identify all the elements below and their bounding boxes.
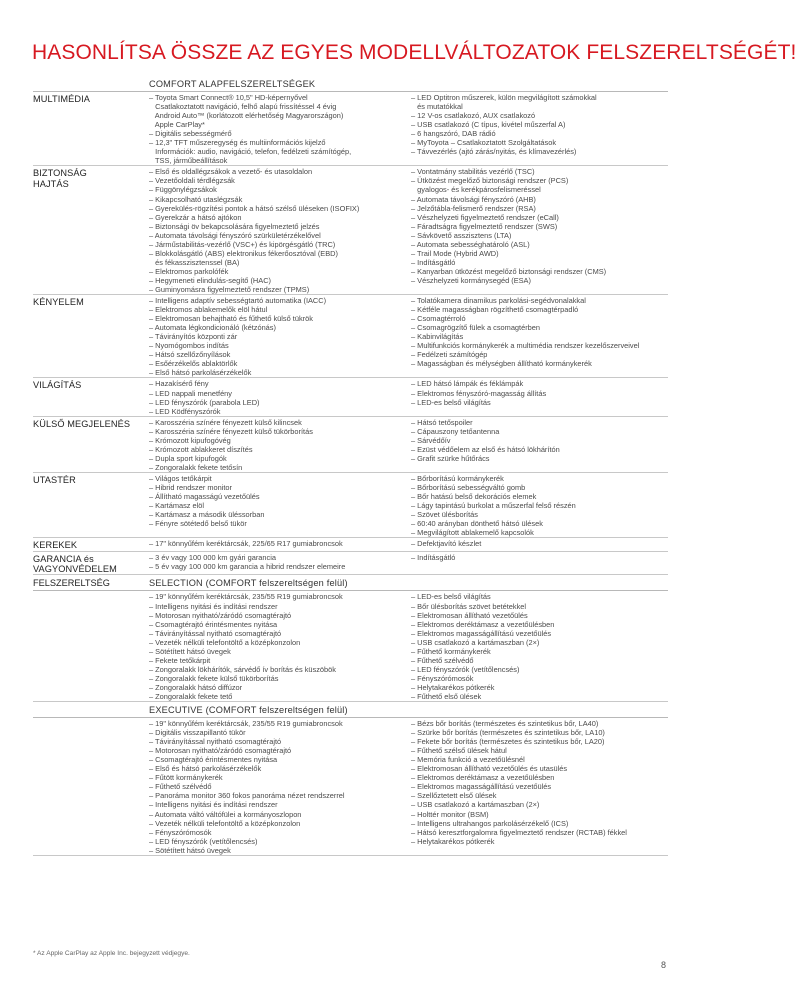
feature-item: – Csomagtérajtó érintésmentes nyitása — [149, 619, 278, 629]
feature-item: – Csomagtérroló — [411, 314, 466, 324]
feature-item: – Intelligens adaptív sebességtartó automatika (IACC) — [149, 296, 327, 306]
feature-item: – Fűthető szélvédő — [149, 782, 212, 792]
feature-item: – USB csatlakozó a kartámaszban (2×) — [411, 637, 540, 647]
feature-item: – Fűthető kormánykerék — [411, 646, 491, 656]
feature-item: – Fényszórómosók — [411, 673, 474, 683]
feature-item: és fékasszisztenssel (BA) — [149, 257, 240, 267]
feature-item: – 6 hangszóró, DAB rádió — [411, 129, 496, 139]
equipment-row — [33, 166, 668, 295]
feature-item: – Vontatmány stabilitás vezérlő (TSC) — [411, 167, 535, 177]
feature-item: – Kanyarban ütközést megelőző biztonsági rendszer (CMS) — [411, 266, 607, 276]
feature-item: – Vészhelyzeti figyelmeztető rendszer (eCall) — [411, 212, 559, 222]
feature-column-left — [149, 417, 411, 472]
feature-item: – 60:40 arányban dönthető hátsó ülések — [411, 519, 543, 529]
feature-item: – Grafit szürke hűtőrács — [411, 453, 490, 463]
feature-item: – Szürke bőr borítás (természetes és szintetikus bőr, LA10) — [411, 728, 605, 738]
feature-item: – Automata sebességhatároló (ASL) — [411, 239, 530, 249]
feature-item: – Távirányítással nyitható csomagtérajtó — [149, 737, 282, 747]
feature-item: – 12 V-os csatlakozó, AUX csatlakozó — [411, 111, 536, 121]
feature-item: – Blokkolásgátló (ABS) elektronikus fékerőosztóval (EBD) — [149, 248, 338, 258]
feature-item: – Bőr hatású belső dekorációs elemek — [411, 492, 537, 502]
feature-item: – Karosszéria színére fényezett külső kilincsek — [149, 417, 302, 427]
feature-item: – Kartámasz a második üléssorban — [149, 510, 265, 520]
equipment-row — [33, 378, 668, 416]
feature-item: – USB csatlakozó (C típus, kivétel műszerfal A) — [411, 120, 566, 130]
feature-item: – Automata távolsági fényszóró (AHB) — [411, 194, 536, 204]
feature-item: – Automata légkondicionáló (kétzónás) — [149, 323, 276, 333]
feature-item: – Karosszéria színére fényezett külső tükörborítás — [149, 426, 313, 436]
feature-item: – Sötétített hátsó üvegek — [149, 646, 231, 656]
feature-item: – Krómozott kipufogóvég — [149, 435, 231, 445]
comfort-equipment-table — [33, 92, 668, 575]
feature-item: – Holttér monitor (BSM) — [411, 809, 489, 819]
executive-header-label: EXECUTIVE (COMFORT felszereltségen felül) — [149, 705, 348, 716]
category-label: GARANCIA és VAGYONVÉDELEM — [33, 553, 117, 575]
feature-item: – Sávkövető asszisztens (LTA) — [411, 230, 512, 240]
feature-item: – Elektromosan állítható vezetőülés és utasülés — [411, 764, 568, 774]
feature-item: – LED fényszórók (parabola LED) — [149, 397, 260, 407]
feature-item: – Bőrborítású kormánykerék — [411, 473, 504, 483]
feature-item: – Fényre sötétedő belső tükör — [149, 519, 247, 529]
category-label: KÉNYELEM — [33, 297, 84, 308]
feature-item: – LED-es belső világítás — [411, 397, 491, 407]
feature-item: – USB csatlakozó a kartámaszban (2×) — [411, 800, 540, 810]
feature-item: – Bézs bőr borítás (természetes és szintetikus bőr, LA40) — [411, 719, 599, 729]
feature-item: Információk: audio, navigáció, telefon, fedélzeti számítógép, — [149, 147, 352, 157]
equipment-row — [33, 92, 668, 166]
feature-item: – Automata távolsági fényszóró szürkületérzékelővel — [149, 230, 321, 240]
feature-item: – Csomagrögzítő fülek a csomagtérben — [411, 323, 540, 333]
feature-item: Csatlakoztatott navigáció, felhő alapú frissítéssel 4 évig — [149, 102, 337, 112]
feature-column-left — [149, 295, 411, 377]
feature-item: – Jelzőtábla-felismerő rendszer (RSA) — [411, 203, 536, 213]
feature-item: – Biztonsági öv bekapcsolására figyelmeztető jelzés — [149, 221, 320, 231]
feature-item: – Esőérzékelős ablaktörlők — [149, 359, 238, 369]
selection-section-header — [33, 575, 668, 591]
selection-right-column — [411, 591, 668, 701]
feature-item: – Vészhelyzeti kormánysegéd (ESA) — [411, 275, 531, 285]
feature-item: gyalogos- és kerékpárosfelismeréssel — [411, 185, 541, 195]
feature-item: – LED hátsó lámpák és féklámpák — [411, 379, 524, 389]
feature-column-left — [149, 538, 411, 550]
feature-item: – Motorosan nyitható/záródó csomagtérajtó — [149, 746, 292, 756]
feature-item: – Elektromos deréktámasz a vezetőülésben — [411, 773, 555, 783]
feature-item: TSS, járműbeállítások — [149, 156, 228, 166]
feature-item: – Helytakarékos pótkerék — [411, 836, 495, 846]
feature-item: – 5 év vagy 100 000 km garancia a hibrid rendszer elemeire — [149, 561, 346, 571]
feature-item: – Krómozott ablakkeret díszítés — [149, 444, 253, 454]
feature-column-right — [411, 417, 668, 472]
feature-item: – Fűthető első ülések — [411, 691, 482, 701]
feature-item: – Járműstabilitás-vezérlő (VSC+) és kipörgésgátló (TRC) — [149, 239, 336, 249]
feature-column-right — [411, 473, 668, 537]
feature-item: – Hátsó szellőzőnyílások — [149, 350, 231, 360]
feature-item: – LED-es belső világítás — [411, 592, 491, 602]
feature-item: – Elektromos magasságállítású vezetőülés — [411, 782, 552, 792]
feature-item: – Fűtött kormánykerék — [149, 773, 223, 783]
feature-column-right — [411, 552, 668, 575]
feature-item: – Defektjavító készlet — [411, 539, 482, 549]
feature-item: – Bőr ülésborítás szövet betétekkel — [411, 601, 527, 611]
feature-item: – Guminyomásra figyelmeztető rendszer (TPMS) — [149, 284, 310, 294]
feature-item: – Fényszórómosók — [149, 827, 212, 837]
feature-item: – Tolatókamera dinamikus parkolási-segédvonalakkal — [411, 296, 586, 306]
feature-item: – Kartámasz elöl — [149, 501, 205, 511]
feature-item: – Dupla sport kipufogók — [149, 453, 227, 463]
feature-item: – LED fényszórók (vetítőlencsés) — [149, 836, 258, 846]
feature-item: – Magasságban és mélységben állítható kormánykerék — [411, 359, 592, 369]
feature-item: – Elektromos fényszóró-magasság állítás — [411, 388, 547, 398]
feature-item: – MyToyota – Csatlakoztatott Szolgáltatások — [411, 138, 557, 148]
comfort-header-label: COMFORT ALAPFELSZERELTSÉGEK — [149, 79, 316, 89]
feature-column-left — [149, 378, 411, 415]
feature-column-right — [411, 538, 668, 550]
feature-item: – Hibrid rendszer monitor — [149, 482, 232, 492]
feature-item: – Trail Mode (Hybrid AWD) — [411, 248, 499, 258]
feature-column-right — [411, 92, 668, 165]
feature-item: – Indításgátló — [411, 257, 456, 267]
feature-item: – Nyomógombos indítás — [149, 341, 229, 351]
feature-item: – Hazakísérő fény — [149, 379, 209, 389]
feature-item: – Sötétített hátsó üvegek — [149, 845, 231, 855]
category-label: VILÁGÍTÁS — [33, 380, 82, 391]
category-label: MULTIMÉDIA — [33, 94, 90, 104]
category-label: BIZTONSÁG HAJTÁS — [33, 168, 87, 189]
executive-row — [33, 718, 668, 856]
feature-column-right — [411, 295, 668, 377]
feature-item: – Intelligens nyitási és indítási rendszer — [149, 601, 278, 611]
equipment-row — [33, 417, 668, 473]
feature-item: – Memória funkció a vezetőülésnél — [411, 755, 525, 765]
feature-item: – Első hátsó parkolásérzékelők — [149, 368, 252, 378]
feature-item: – Függönylégzsákok — [149, 185, 217, 195]
feature-item: – Fűthető szélvédő — [411, 655, 474, 665]
feature-item: – LED Optitron műszerek, külön megvilágított számokkal — [411, 93, 597, 102]
category-label: KÜLSŐ MEGJELENÉS — [33, 418, 131, 429]
feature-item: – Ezüst védőelem az első és hátsó lökhárítón — [411, 444, 560, 454]
feature-item: – Intelligens nyitási és indítási rendszer — [149, 800, 278, 810]
equipment-comparison-sheet — [33, 75, 668, 856]
equipment-row — [33, 295, 668, 378]
feature-column-left — [149, 552, 411, 575]
page-number: 8 — [660, 960, 666, 970]
feature-item: – 19" könnyűfém keréktárcsák, 235/55 R19 gumiabroncsok — [149, 592, 343, 602]
feature-item: – Kikapcsolható utaslégzsák — [149, 194, 243, 204]
equipment-category-label: FELSZERELTSÉG — [33, 578, 110, 589]
selection-header-label: SELECTION (COMFORT felszereltségen felül) — [149, 578, 348, 589]
feature-item: – Indításgátló — [411, 552, 456, 562]
feature-item: – 17" könnyűfém keréktárcsák, 225/65 R17 gumiabroncsok — [149, 539, 343, 549]
feature-item: – Állítható magasságú vezetőülés — [149, 492, 260, 502]
feature-item: – Fűthető szélső ülések hátul — [411, 746, 507, 756]
feature-column-right — [411, 166, 668, 294]
feature-item: – Digitális sebességmérő — [149, 129, 232, 139]
feature-item: – LED fényszórók (vetítőlencsés) — [411, 664, 520, 674]
feature-item: – Világos tetőkárpit — [149, 473, 212, 483]
selection-row — [33, 591, 668, 702]
feature-item: – Távvezérlés (ajtó zárás/nyitás, és klímavezérlés) — [411, 147, 577, 157]
feature-item: – Gyerekülés-rögzítési pontok a hátsó szélső üléseken (ISOFIX) — [149, 203, 360, 213]
feature-item: – Hátsó tetőspoiler — [411, 417, 473, 427]
feature-item: – 3 év vagy 100 000 km gyári garancia — [149, 552, 276, 562]
feature-item: – Vezeték nélküli telefontöltő a középkonzolon — [149, 637, 301, 647]
feature-item: Android Auto™ (korlátozott elérhetőség Magyarországon) — [149, 111, 344, 121]
feature-item: – Zongoralakk fekete tető — [149, 691, 233, 701]
feature-item: – Első és hátsó parkolásérzékelők — [149, 764, 262, 774]
feature-item: – Gyerekzár a hátsó ajtókon — [149, 212, 242, 222]
category-label: KEREKEK — [33, 540, 78, 551]
feature-item: – Sárvédőív — [411, 435, 451, 445]
comfort-section-header — [33, 75, 668, 92]
feature-item: – Bőrborítású sebességváltó gomb — [411, 482, 526, 492]
feature-item: – Elektromos magasságállítású vezetőülés — [411, 628, 552, 638]
feature-item: – Motorosan nyitható/záródó csomagtérajtó — [149, 610, 292, 620]
feature-item: – Vezeték nélküli telefontöltő a középkonzolon — [149, 818, 301, 828]
feature-item: – Zongoralakk lökhárítók, sárvédő ív borítás és küszöbök — [149, 664, 336, 674]
feature-item: – Szellőztetett első ülések — [411, 791, 497, 801]
feature-item: – Fekete bőr borítás (természetes és szintetikus bőr, LA20) — [411, 737, 605, 747]
feature-item: – Elektromos ablakemelők elöl hátul — [149, 305, 268, 315]
feature-column-left — [149, 166, 411, 294]
feature-item: és mutatókkal — [411, 102, 463, 112]
feature-item: – Intelligens ultrahangos parkolásérzékelő (ICS) — [411, 818, 569, 828]
feature-item: – Zongoralakk hátsó diffúzor — [149, 682, 243, 692]
feature-item: – Automata váltó váltófülei a kormányoszlopon — [149, 809, 302, 819]
feature-item: – Toyota Smart Connect® 10,5" HD-képernyővel — [149, 93, 308, 102]
feature-item: – Távirányítós központi zár — [149, 332, 238, 342]
selection-left-column — [149, 591, 411, 701]
feature-item: – Zongoralakk fekete külső tükörborítás — [149, 673, 279, 683]
feature-item: – Zongoralakk fekete tetősín — [149, 462, 243, 472]
feature-item: – LED nappali menetfény — [149, 388, 232, 398]
feature-item: Apple CarPlay* — [149, 120, 205, 130]
executive-left-column — [149, 718, 411, 855]
feature-item: – Megvilágított ablakemelő kapcsolók — [411, 528, 534, 538]
executive-section-header — [33, 702, 668, 718]
category-label: UTASTÉR — [33, 474, 76, 485]
feature-item: – Elektromos parkolófék — [149, 266, 229, 276]
feature-item: – 19" könnyűfém keréktárcsák, 235/55 R19 gumiabroncsok — [149, 719, 343, 729]
feature-item: – Fekete tetőkárpit — [149, 655, 211, 665]
feature-item: – Elektromos deréktámasz a vezetőülésben — [411, 619, 555, 629]
equipment-row — [33, 552, 668, 576]
feature-item: – Távirányítással nyitható csomagtérajtó — [149, 628, 282, 638]
feature-item: – Szövet ülésborítás — [411, 510, 478, 520]
footnote: * Az Apple CarPlay az Apple Inc. bejegyzett védjegye. — [33, 950, 190, 957]
feature-item: – Csomagtérajtó érintésmentes nyitása — [149, 755, 278, 765]
equipment-row — [33, 538, 668, 551]
feature-item: – Kétféle magasságban rögzíthető csomagtérpadló — [411, 305, 579, 315]
executive-right-column — [411, 718, 668, 855]
feature-item: – Fedélzeti számítógép — [411, 350, 488, 360]
feature-item: – Helytakarékos pótkerék — [411, 682, 495, 692]
feature-column-right — [411, 378, 668, 415]
feature-item: – Ütközést megelőző biztonsági rendszer (PCS) — [411, 176, 569, 186]
feature-item: – LED Ködfényszórók — [149, 406, 221, 416]
page-title: HASONLÍTSA ÖSSZE AZ EGYES MODELLVÁLTOZATOK FELSZERELTSÉGÉT! — [32, 41, 796, 64]
feature-item: – Elektromosan behajtható és fűthető külső tükrök — [149, 314, 313, 324]
feature-item: – Első és oldallégzsákok a vezető- és utasoldalon — [149, 167, 313, 177]
feature-item: – Panoráma monitor 360 fokos panoráma nézet rendszerrel — [149, 791, 345, 801]
feature-item: – Digitális visszapillantó tükör — [149, 728, 246, 738]
equipment-row — [33, 473, 668, 538]
feature-item: – Elektromosan állítható vezetőülés — [411, 610, 528, 620]
feature-column-left — [149, 473, 411, 537]
feature-column-left — [149, 92, 411, 165]
feature-item: – Multifunkciós kormánykerék a multimédia rendszer kezelőszerveivel — [411, 341, 640, 351]
feature-item: – Kabinvilágítás — [411, 332, 464, 342]
feature-item: – Vezetőoldali térdlégzsák — [149, 176, 235, 186]
feature-item: – Hegymeneti elindulás-segítő (HAC) — [149, 275, 271, 285]
feature-item: – Fáradtságra figyelmeztető rendszer (SWS) — [411, 221, 558, 231]
feature-item: – Cápauszony tetőantenna — [411, 426, 500, 436]
feature-item: – Hátsó keresztforgalomra figyelmeztető rendszer (RCTAB) fékkel — [411, 827, 627, 837]
feature-item: – 12,3" TFT műszeregység és multiinformációs kijelző — [149, 138, 326, 148]
feature-item: – Lágy tapintású burkolat a műszerfal felső részén — [411, 501, 576, 511]
